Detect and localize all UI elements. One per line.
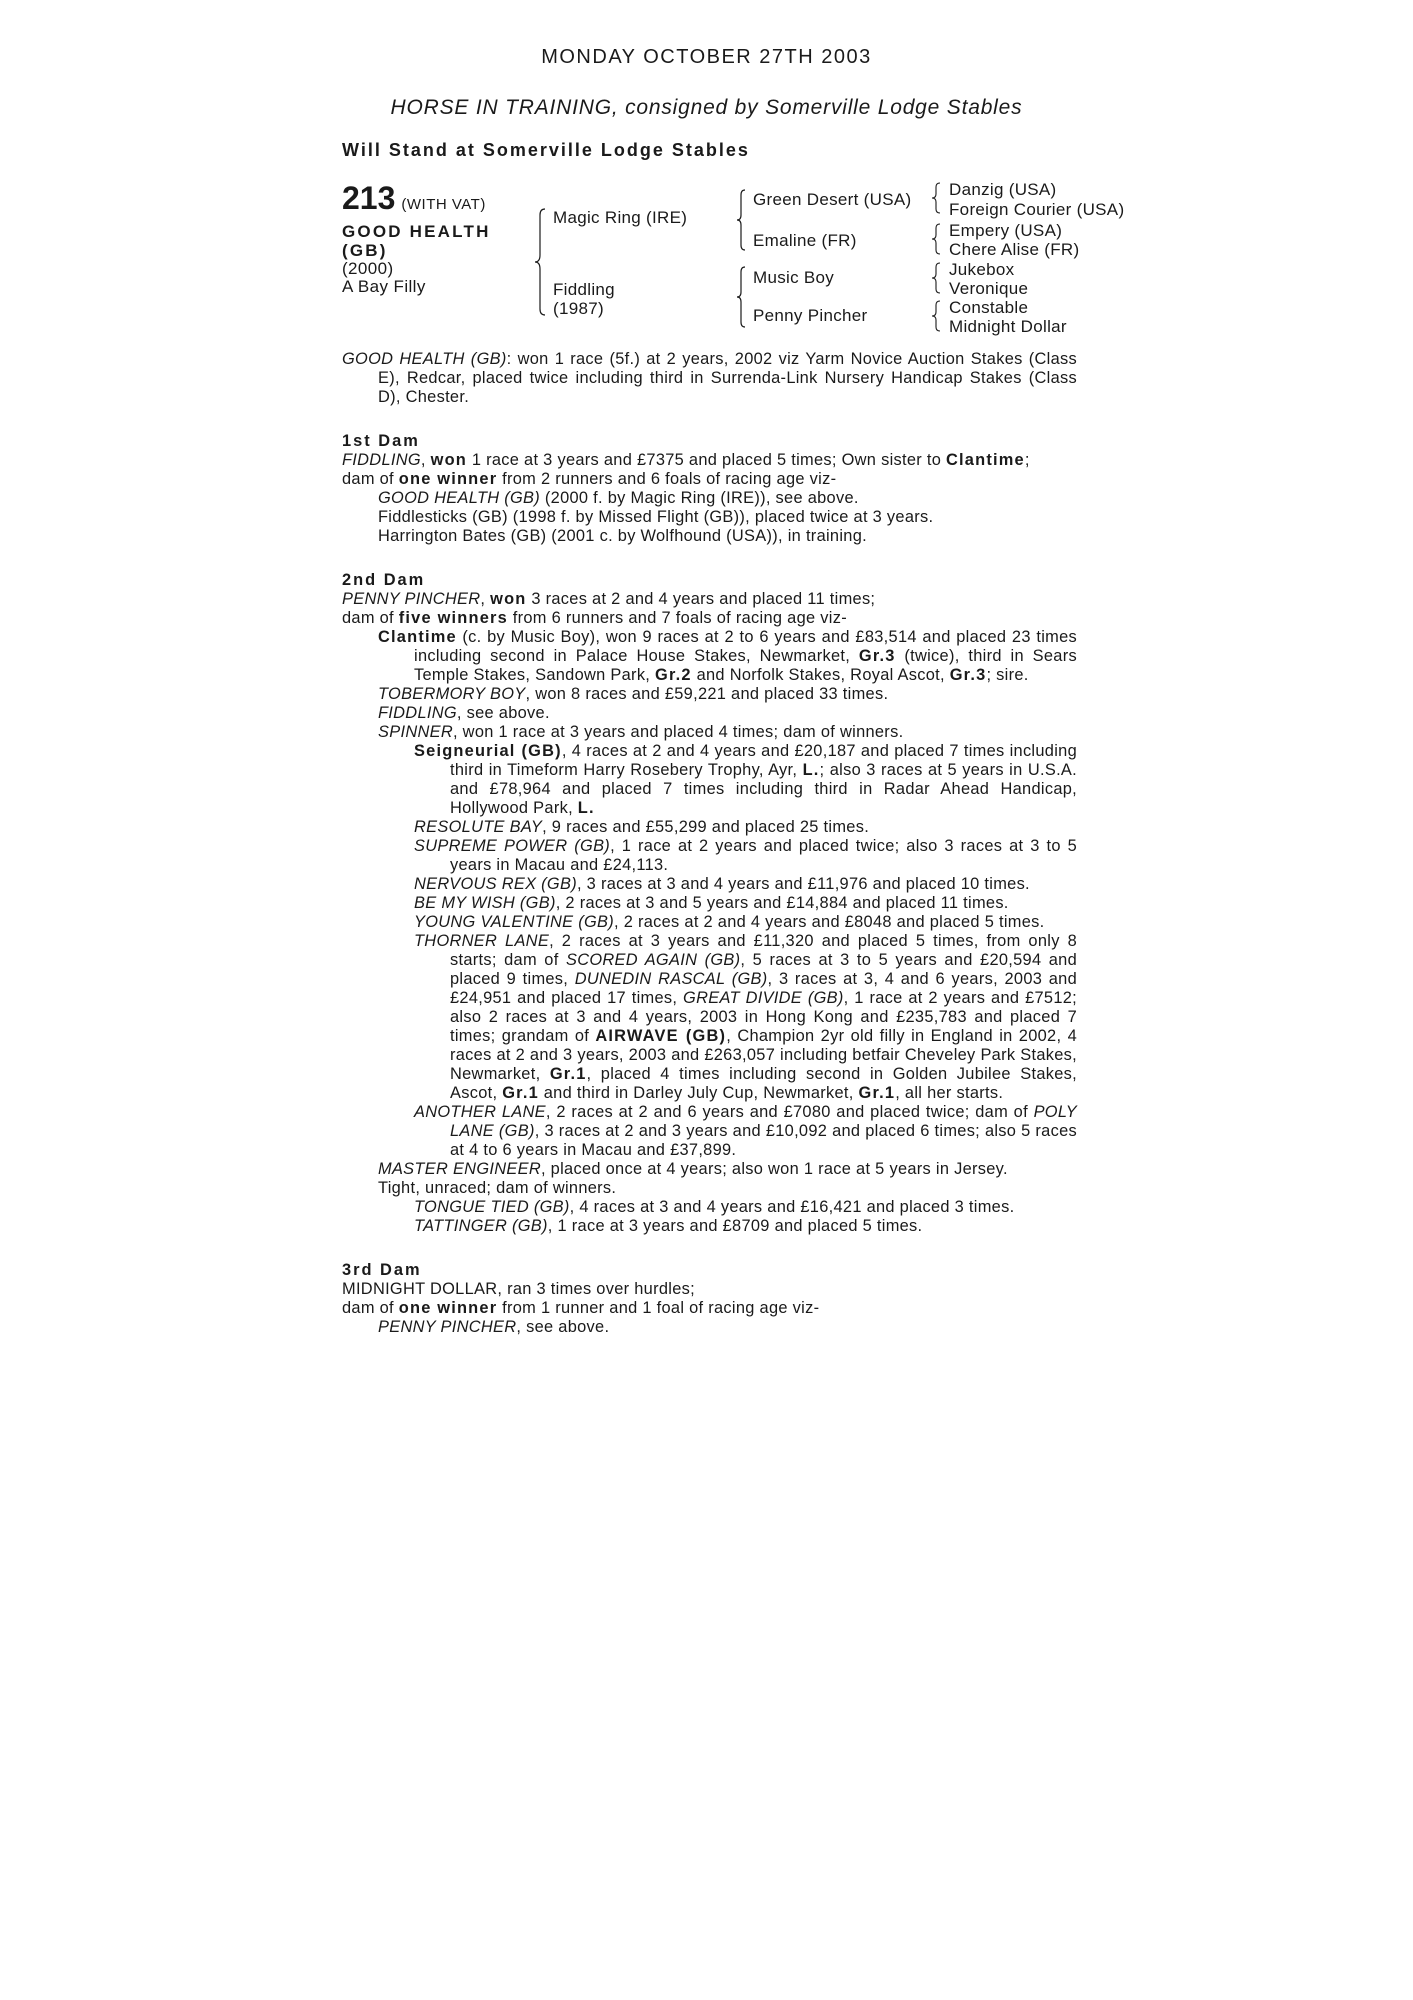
consignment-line: HORSE IN TRAINING, consigned by Somerville Lodge Stables (390, 96, 1023, 119)
text: , all her starts. (895, 1084, 1004, 1102)
name: SCORED AGAIN (GB) (565, 951, 741, 969)
text: , 2 races at 2 and 6 years and £7080 and placed twice; dam of (545, 1103, 1034, 1121)
produce-penny-pincher (342, 1318, 1077, 1337)
produce-seigneurial (342, 742, 1077, 818)
name: SPINNER (378, 723, 453, 741)
sire-sire: Green Desert (USA) (753, 190, 912, 209)
text: , 3 races at 3 and 4 years and £11,976 and placed 10 times. (576, 875, 1030, 893)
dam-of-post: from 1 runner and 1 foal of racing age viz- (497, 1299, 820, 1317)
won-label: won (490, 590, 527, 608)
second-dam-record: PENNY PINCHER, won 3 races at 2 and 4 years and placed 11 times; (342, 590, 876, 608)
produce-tight: Tight, unraced; dam of winners. (378, 1179, 617, 1197)
gg-veronique: Veronique (949, 279, 1029, 298)
foal-harrington-bates: Harrington Bates (GB) (2001 c. by Wolfhound (USA)), in training. (378, 527, 867, 545)
pedigree-brace-sire (735, 188, 747, 252)
dam-of-post: from 2 runners and 6 foals of racing age viz- (497, 470, 837, 488)
first-dam-text: 1 race at 3 years and £7375 and placed 5 times; Own sister to (467, 451, 942, 469)
pedigree-brace-dam (735, 265, 747, 329)
text: , won 8 races and £59,221 and placed 33 times. (525, 685, 889, 703)
gg-chere-alise: Chere Alise (FR) (949, 240, 1080, 259)
produce-fiddling (342, 704, 1077, 723)
name: PENNY PINCHER (378, 1318, 517, 1336)
name: SUPREME POWER (GB) (414, 837, 611, 855)
gg-empery: Empery (USA) (949, 221, 1063, 240)
lot-number-line (342, 180, 532, 216)
text: and Norfolk Stakes, Royal Ascot, (691, 666, 950, 684)
grade: Gr.1 (549, 1065, 587, 1083)
second-dam-produce (342, 609, 1077, 628)
horse-name-line2: (GB) (342, 241, 388, 260)
second-dam-text: 3 races at 2 and 4 years and placed 11 times; (526, 590, 876, 608)
pedigree-brace-gg4 (931, 299, 942, 333)
third-dam-produce (342, 1299, 1077, 1318)
sale-date: MONDAY OCTOBER 27TH 2003 (541, 46, 872, 68)
produce-tobermory-boy (342, 685, 1077, 704)
sire-dam: Emaline (FR) (753, 231, 857, 250)
text: and third in Darley July Cup, Newmarket, (538, 1084, 859, 1102)
name: NERVOUS REX (GB) (414, 875, 577, 893)
pedigree-brace-gg1 (931, 181, 942, 215)
name: THORNER LANE (414, 932, 550, 950)
dam-year: (1987) (553, 299, 604, 318)
winners-count: one winner (398, 470, 498, 488)
name: TOBERMORY BOY (378, 685, 526, 703)
clantime-ref: Clantime (946, 451, 1025, 469)
text: , 4 races at 2 and 4 years and £20,187 and placed 7 times including third in Timeform Harry Rosebery Trophy, Ayr, (450, 742, 1077, 779)
produce-young-valentine (342, 913, 1077, 932)
grade: L. (577, 799, 595, 817)
horse-record (342, 350, 1077, 407)
name: GREAT DIVIDE (GB) (683, 989, 844, 1007)
lot-block (342, 180, 532, 296)
foal-good-health (342, 489, 1077, 508)
grade: Gr.1 (502, 1084, 539, 1102)
text: , won 1 race at 3 years and placed 4 times; dam of winners. (452, 723, 904, 741)
gg-jukebox: Jukebox (949, 260, 1015, 279)
third-dam-title: 3rd Dam (342, 1261, 422, 1279)
grade: Gr.3 (949, 666, 987, 684)
grade: Gr.3 (858, 647, 896, 665)
produce-nervous-rex (342, 875, 1077, 894)
text: , 2 races at 2 and 4 years and £8048 and placed 5 times. (614, 913, 1045, 931)
winners-count: five winners (398, 609, 508, 627)
produce-clantime (342, 628, 1077, 685)
text: , 2 races at 3 years and £11,320 and placed 5 times, from only 8 starts; dam of (450, 932, 1078, 969)
winners-count: one winner (398, 1299, 498, 1317)
name: TONGUE TIED (GB) (414, 1198, 570, 1216)
name: AIRWAVE (GB) (595, 1027, 727, 1045)
text: ; also 3 races at 5 years in U.S.A. and £78,964 and placed 7 times including third in Radar Ahead Handicap, Hollywood Park, (450, 761, 1078, 817)
foal-fiddlesticks: Fiddlesticks (GB) (1998 f. by Missed Flight (GB)), placed twice at 3 years. (378, 508, 934, 526)
dam-name (553, 280, 615, 318)
text: , 5 races at 3 to 5 years and £20,594 and placed 9 times, (450, 951, 1078, 988)
second-dam-title: 2nd Dam (342, 571, 426, 589)
name: MASTER ENGINEER (378, 1160, 541, 1178)
name: RESOLUTE BAY (414, 818, 543, 836)
produce-resolute-bay (342, 818, 1077, 837)
name: POLY LANE (GB) (450, 1103, 1077, 1140)
produce-spinner (342, 723, 1077, 742)
produce-supreme-power (342, 837, 1077, 875)
produce-another-lane (342, 1103, 1077, 1160)
name: ANOTHER LANE (414, 1103, 546, 1121)
dam-sire: Music Boy (753, 268, 835, 287)
text: , 9 races and £55,299 and placed 25 times. (542, 818, 870, 836)
gg-midnight-dollar: Midnight Dollar (949, 317, 1067, 336)
text: , 3 races at 3, 4 and 6 years, 2003 and £24,951 and placed 17 times, (450, 970, 1077, 1007)
lot-number: 213 (342, 180, 396, 216)
text: ; sire. (986, 666, 1029, 684)
grade: L. (802, 761, 820, 779)
first-dam-title: 1st Dam (342, 432, 420, 450)
horse-name (342, 222, 532, 260)
name: TATTINGER (GB) (414, 1217, 548, 1235)
text: , 2 races at 3 and 5 years and £14,884 and placed 11 times. (555, 894, 1009, 912)
grade: Gr.2 (655, 666, 692, 684)
foaling-year: (2000) (342, 259, 394, 278)
text: , see above. (516, 1318, 610, 1336)
first-dam-produce (342, 470, 1077, 489)
horse-name-line1: GOOD HEALTH (342, 222, 491, 241)
grade: Gr.1 (858, 1084, 896, 1102)
name: DUNEDIN RASCAL (GB) (574, 970, 768, 988)
dam-of-pre: dam of (342, 1299, 399, 1317)
foal-text: (2000 f. by Magic Ring (IRE)), see above. (540, 489, 859, 507)
dam-of-pre: dam of (342, 609, 399, 627)
name: FIDDLING (378, 704, 457, 722)
foal-name: GOOD HEALTH (GB) (378, 489, 541, 507)
text: , 1 race at 2 years and placed twice; also 3 races at 3 to 5 years in Macau and £24,113. (450, 837, 1077, 874)
pedigree-brace-main (533, 207, 547, 317)
dam-dam: Penny Pincher (753, 306, 868, 325)
text: , 3 races at 2 and 3 years and £10,092 and placed 6 times; also 5 races at 4 to 6 years in Macau and £37,899. (450, 1122, 1077, 1159)
second-dam-name: PENNY PINCHER (342, 590, 481, 608)
won-label: won (430, 451, 467, 469)
produce-thorner-lane (342, 932, 1077, 1103)
pedigree-brace-gg2 (931, 222, 942, 256)
stand-location: Will Stand at Somerville Lodge Stables (342, 140, 750, 160)
first-dam-name: FIDDLING (342, 451, 421, 469)
text: , 4 races at 3 and 4 years and £16,421 and placed 3 times. (569, 1198, 1015, 1216)
vat-note: (WITH VAT) (401, 196, 486, 213)
catalogue-body (342, 350, 1077, 1337)
text: (twice), third in Sears Temple Stakes, Sandown Park, (414, 647, 1077, 684)
produce-be-my-wish (342, 894, 1077, 913)
text: , 1 race at 3 years and £8709 and placed 5 times. (547, 1217, 923, 1235)
dam-of-post: from 6 runners and 7 foals of racing age viz- (507, 609, 847, 627)
pedigree-brace-gg3 (931, 261, 942, 295)
text: , see above. (456, 704, 550, 722)
sire-name: Magic Ring (IRE) (553, 208, 688, 227)
text: (c. by Music Boy), won 9 races at 2 to 6 years and £83,514 and placed 23 times including second in Palace House Stakes, Newmarket, (414, 628, 1077, 665)
gg-danzig: Danzig (USA) (949, 180, 1057, 199)
dam-of-pre: dam of (342, 470, 399, 488)
text: , 1 race at 2 years and £7512; also 2 races at 3 and 4 years, 2003 in Hong Kong and £235,783 and placed 7 times; grandam of (450, 989, 1078, 1045)
gg-foreign-courier: Foreign Courier (USA) (949, 200, 1125, 219)
name: YOUNG VALENTINE (GB) (414, 913, 614, 931)
name: Seigneurial (GB) (414, 742, 562, 760)
first-dam-record: FIDDLING, won 1 race at 3 years and £7375 and placed 5 times; Own sister to Clantime; (342, 451, 1030, 469)
horse-record-name: GOOD HEALTH (GB) (342, 350, 507, 368)
text: , Champion 2yr old filly in England in 2002, 4 races at 2 and 3 years, 2003 and £263,057 including betfair Cheveley Park Stakes, Newmarket, (450, 1027, 1078, 1083)
name: BE MY WISH (GB) (414, 894, 556, 912)
name: Clantime (378, 628, 457, 646)
horse-description: A Bay Filly (342, 277, 426, 296)
text: , placed once at 4 years; also won 1 race at 5 years in Jersey. (540, 1160, 1008, 1178)
gg-constable: Constable (949, 298, 1029, 317)
produce-tongue-tied (342, 1198, 1077, 1217)
produce-master-engineer (342, 1160, 1077, 1179)
third-dam-record: MIDNIGHT DOLLAR, ran 3 times over hurdles; (342, 1280, 695, 1298)
dam-name-line1: Fiddling (553, 280, 615, 299)
horse-record-text: : won 1 race (5f.) at 2 years, 2002 viz Yarm Novice Auction Stakes (Class E), Redcar, placed twice including third in Surrenda-Link Nursery Handicap Stakes (Class D), Chester. (378, 350, 1077, 406)
produce-tattinger (342, 1217, 1077, 1236)
text: , placed 4 times including second in Golden Jubilee Stakes, Ascot, (450, 1065, 1077, 1102)
